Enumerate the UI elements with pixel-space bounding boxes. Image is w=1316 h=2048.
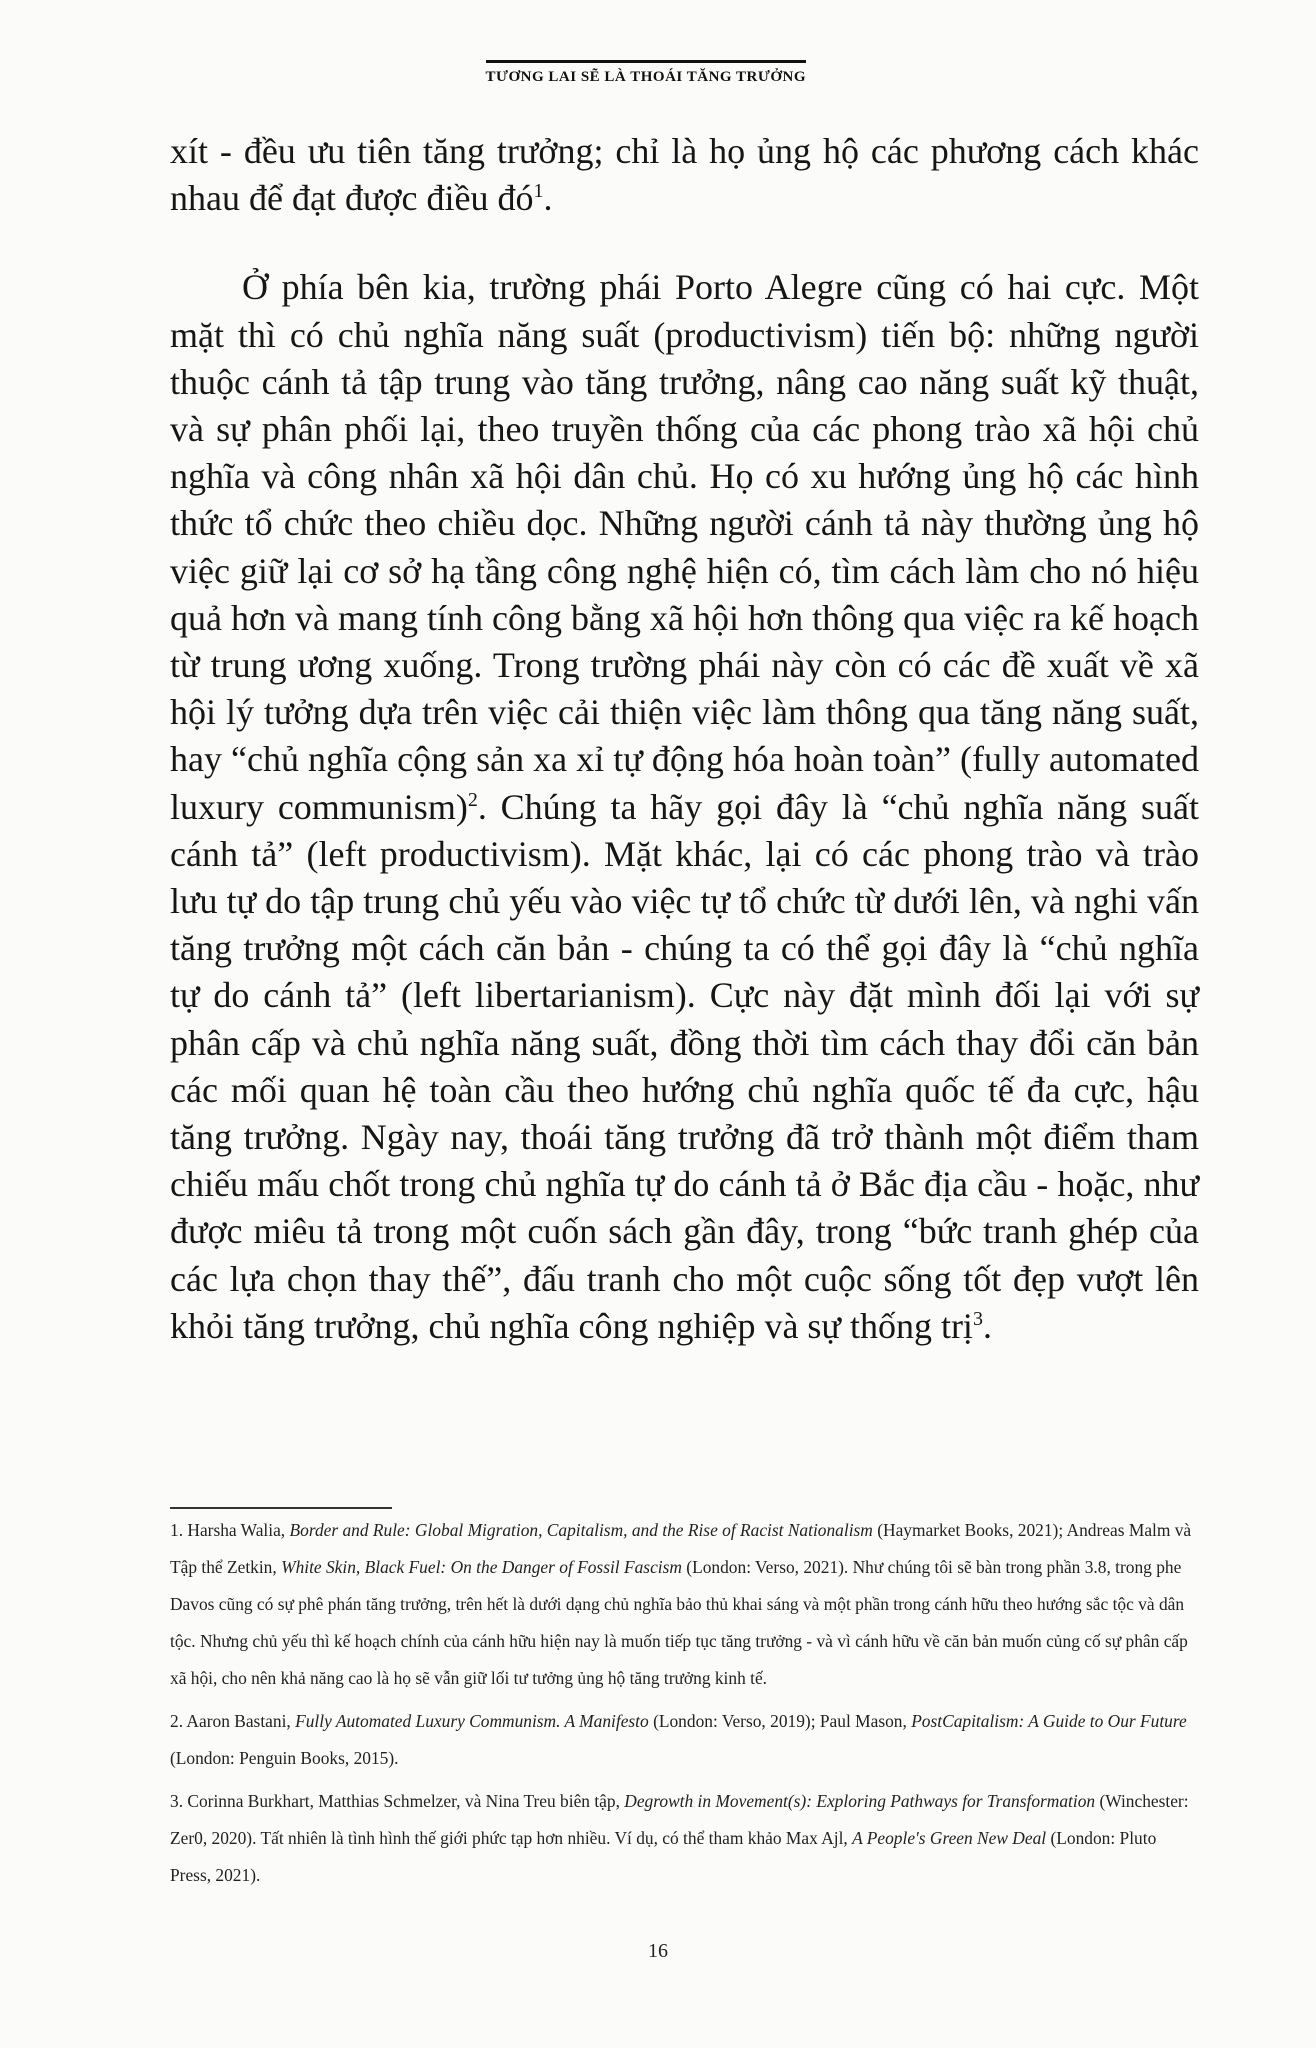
paragraph-1 <box>170 128 1199 222</box>
main-text <box>170 128 1199 1350</box>
paragraph-2-part-2: . Chúng ta hãy gọi đây là “chủ nghĩa năng suất cánh tả” (left productivism). Mặt khác, lại có các phong trào và trào lưu tự do tập trung chủ yếu vào việc tự tổ chức từ dưới lên, và nghi vấn tăng trưởng một cách căn bản - chúng ta có thể gọi đây là “chủ nghĩa tự do cánh tả” (left libertarianism). Cực này đặt mình đối lại với sự phân cấp và chủ nghĩa năng suất, đồng thời tìm cách thay đổi căn bản các mối quan hệ toàn cầu theo hướng chủ nghĩa quốc tế đa cực, hậu tăng trưởng. Ngày nay, thoái tăng trưởng đã trở thành một điểm tham chiếu mấu chốt trong chủ nghĩa tự do cánh tả ở Bắc địa cầu - hoặc, như được miêu tả trong một cuốn sách gần đây, trong “bức tranh ghép của các lựa chọn thay thế”, đấu tranh cho một cuộc sống tốt đẹp vượt lên khỏi tăng trưởng, chủ nghĩa công nghiệp và sự thống trị <box>170 786 1199 1346</box>
footnote-2-e: (London: Penguin Books, 2015). <box>170 1748 399 1768</box>
footnote-3-a: 3. Corinna Burkhart, Matthias Schmelzer, và Nina Treu biên tập, <box>170 1791 625 1811</box>
footnotes <box>170 1512 1199 1900</box>
footnote-divider <box>170 1507 392 1509</box>
footnote-ref-1: 1 <box>533 180 544 203</box>
footnote-2 <box>170 1703 1199 1777</box>
footnote-1 <box>170 1512 1199 1697</box>
footnote-3 <box>170 1783 1199 1894</box>
paragraph-2 <box>170 264 1199 1350</box>
page-number: 16 <box>648 1940 668 1962</box>
footnote-ref-2: 2 <box>467 788 478 811</box>
footnote-1-a: 1. Harsha Walia, <box>170 1520 290 1540</box>
footnote-2-title-1: Fully Automated Luxury Communism. A Manifesto <box>295 1711 649 1731</box>
paragraph-1-text: xít - đều ưu tiên tăng trưởng; chỉ là họ ủng hộ các phương cách khác nhau để đạt được điều đó <box>170 131 1199 219</box>
footnote-1-title-2: White Skin, Black Fuel: On the Danger of Fossil Fascism <box>281 1557 682 1577</box>
footnote-ref-3: 3 <box>972 1307 983 1330</box>
footnote-3-title-2: A People's Green New Deal <box>852 1828 1047 1848</box>
header-rule <box>486 60 806 63</box>
paragraph-2-part-1: Ở phía bên kia, trường phái Porto Alegre cũng có hai cực. Một mặt thì có chủ nghĩa năng suất (productivism) tiến bộ: những người thuộc cánh tả tập trung vào tăng trưởng, nâng cao năng suất kỹ thuật, và sự phân phối lại, theo truyền thống của các phong trào xã hội chủ nghĩa và công nhân xã hội dân chủ. Họ có xu hướng ủng hộ các hình thức tổ chức theo chiều dọc. Những người cánh tả này thường ủng hộ việc giữ lại cơ sở hạ tầng công nghệ hiện có, tìm cách làm cho nó hiệu quả hơn và mang tính công bằng xã hội hơn thông qua việc ra kế hoạch từ trung ương xuống. Trong trường phái này còn có các đề xuất về xã hội lý tưởng dựa trên việc cải thiện việc làm thông qua tăng năng suất, hay “chủ nghĩa cộng sản xa xỉ tự động hóa hoàn toàn” (fully automated luxury communism) <box>170 267 1199 827</box>
running-header <box>486 68 806 86</box>
footnote-2-a: 2. Aaron Bastani, <box>170 1711 296 1731</box>
footnote-3-title-1: Degrowth in Movement(s): Exploring Pathways for Transformation <box>624 1791 1096 1811</box>
footnote-3-e: (London: Pluto Press, 2021). <box>170 1828 1157 1885</box>
footnote-1-c: (Haymarket Books, 2021); Andreas Malm và Tập thể Zetkin, <box>170 1520 1192 1577</box>
running-title: TƯƠNG LAI SẼ LÀ THOÁI TĂNG TRƯỞNG <box>485 69 806 85</box>
paragraph-2-end: . <box>982 1305 992 1346</box>
footnote-2-title-2: PostCapitalism: A Guide to Our Future <box>911 1711 1187 1731</box>
footnote-1-title-1: Border and Rule: Global Migration, Capitalism, and the Rise of Racist Nationalism <box>289 1520 873 1540</box>
footnote-2-c: (London: Verso, 2019); Paul Mason, <box>648 1711 912 1731</box>
footnote-1-e: (London: Verso, 2021). Như chúng tôi sẽ bàn trong phần 3.8, trong phe Davos cũng có sự phê phán tăng trưởng, trên hết là dưới dạng chủ nghĩa bảo thủ khai sáng và một phần trong cánh hữu theo hướng sắc tộc và dân tộc. Nhưng chủ yếu thì kế hoạch chính của cánh hữu hiện nay là muốn tiếp tục tăng trưởng - và vì cánh hữu về căn bản muốn củng cố sự phân cấp xã hội, cho nên khả năng cao là họ sẽ vẫn giữ lối tư tưởng ủng hộ tăng trưởng kinh tế. <box>170 1557 1188 1688</box>
footnote-3-c: (Winchester: Zer0, 2020). Tất nhiên là tình hình thế giới phức tạp hơn nhiều. Ví dụ, có thể tham khảo Max Ajl, <box>170 1791 1189 1848</box>
paragraph-1-end: . <box>543 178 553 219</box>
